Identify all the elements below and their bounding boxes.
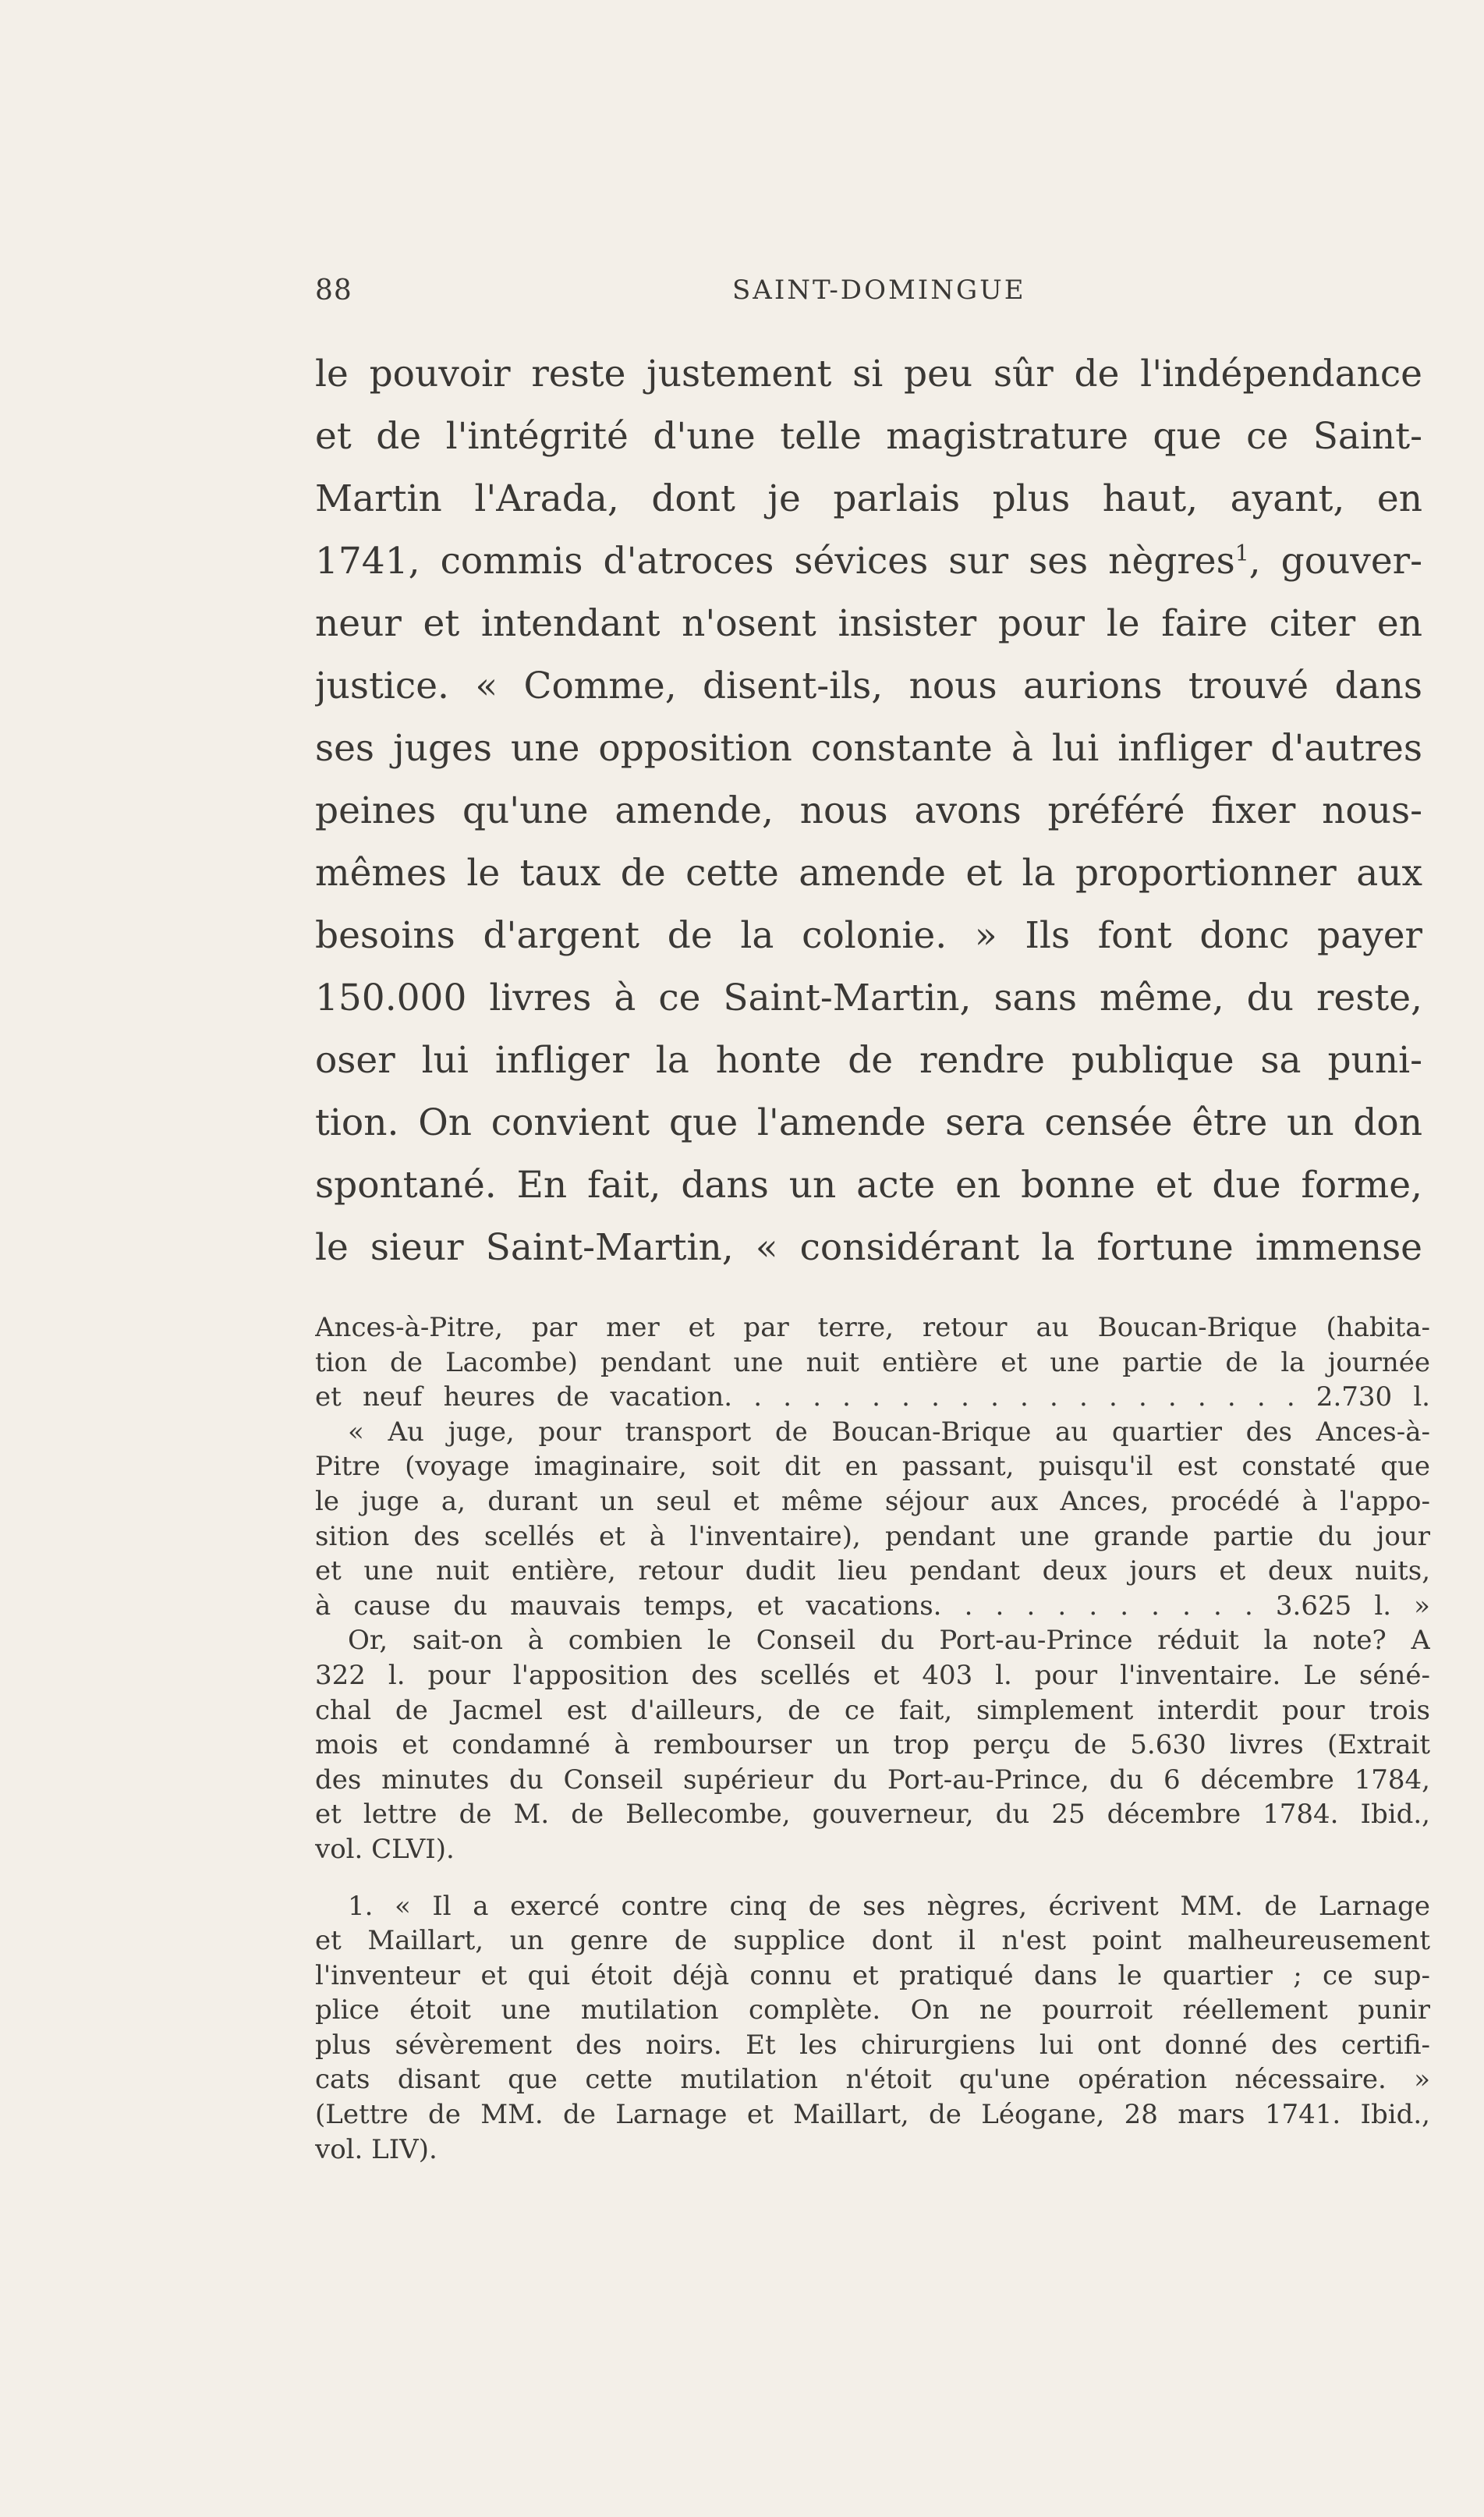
note-line: sition des scellés et à l'inventaire), pendant une grande partie du jour xyxy=(315,1520,1430,1552)
text-line: peines qu'une amende, nous avons préféré fixer nous- xyxy=(315,789,1422,832)
note-separator xyxy=(315,1867,1430,1889)
note-line: mois et condamné à rembourser un trop perçu de 5.630 livres (Extrait xyxy=(315,1729,1430,1761)
text-line: ses juges une opposition constante à lui infliger d'autres xyxy=(315,727,1422,770)
note-line: et lettre de M. de Bellecombe, gouverneur, du 25 décembre 1784. Ibid., xyxy=(315,1799,1430,1831)
note-line: vol. CLVI). xyxy=(315,1833,455,1865)
footnote-reference: 1 xyxy=(1234,540,1249,566)
note-line: 1. « Il a exercé contre cinq de ses nègres, écrivent MM. de Larnage xyxy=(348,1890,1430,1922)
footnote-continuation xyxy=(315,1310,1430,1867)
running-title: SAINT-DOMINGUE xyxy=(732,275,1026,306)
note-line: 322 l. pour l'apposition des scellés et 403 l. pour l'inventaire. Le séné- xyxy=(315,1659,1430,1691)
text-line: le sieur Saint-Martin, « considérant la fortune immense xyxy=(315,1226,1422,1269)
note-line: le juge a, durant un seul et même séjour aux Ances, procédé à l'appo- xyxy=(315,1485,1430,1517)
main-text xyxy=(315,343,1422,1279)
text-line xyxy=(315,530,1422,593)
note-line: plus sévèrement des noirs. Et les chirurgiens lui ont donné des certifi- xyxy=(315,2029,1430,2061)
text-line: le pouvoir reste justement si peu sûr de l'indépendance xyxy=(315,353,1422,395)
text-line: spontané. En fait, dans un acte en bonne et due forme, xyxy=(315,1164,1422,1207)
note-line: à cause du mauvais temps, et vacations. . . . . . . . . . . 3.625 l. » xyxy=(315,1590,1430,1622)
note-line: et neuf heures de vacation. . . . . . . . . . . . . . . . . . . . 2.730 l. xyxy=(315,1381,1430,1413)
text-line: oser lui infliger la honte de rendre publique sa puni- xyxy=(315,1039,1422,1082)
note-line: tion de Lacombe) pendant une nuit entière et une partie de la journée xyxy=(315,1346,1430,1378)
note-line: Pitre (voyage imaginaire, soit dit en passant, puisqu'il est constaté que xyxy=(315,1451,1430,1483)
text-line: 150.000 livres à ce Saint-Martin, sans même, du reste, xyxy=(315,977,1422,1019)
note-line: des minutes du Conseil supérieur du Port-au-Prince, du 6 décembre 1784, xyxy=(315,1764,1430,1796)
note-line: et une nuit entière, retour dudit lieu pendant deux jours et deux nuits, xyxy=(315,1555,1430,1587)
text-line: mêmes le taux de cette amende et la proportionner aux xyxy=(315,852,1422,895)
note-line: Or, sait-on à combien le Conseil du Port-au-Prince réduit la note? A xyxy=(348,1625,1430,1657)
note-line: cats disant que cette mutilation n'étoit qu'une opération nécessaire. » xyxy=(315,2064,1430,2096)
footnotes xyxy=(315,1310,1430,2167)
note-line: chal de Jacmel est d'ailleurs, de ce fait, simplement interdit pour trois xyxy=(315,1694,1430,1726)
text-line: besoins d'argent de la colonie. » Ils font donc payer xyxy=(315,914,1422,957)
note-line: (Lettre de MM. de Larnage et Maillart, de Léogane, 28 mars 1741. Ibid., xyxy=(315,2099,1430,2131)
note-line: plice étoit une mutilation complète. On ne pourroit réellement punir xyxy=(315,1994,1430,2026)
text-line-start: 1741, commis d'atroces sévices sur ses nègres xyxy=(315,540,1235,583)
note-line: l'inventeur et qui étoit déjà connu et pratiqué dans le quartier ; ce sup- xyxy=(315,1959,1430,1991)
footnote-1 xyxy=(315,1889,1430,2168)
text-line-end: , gouver- xyxy=(1248,540,1422,583)
page-number: 88 xyxy=(315,275,352,307)
note-line: vol. LIV). xyxy=(315,2133,437,2165)
note-line: « Au juge, pour transport de Boucan-Brique au quartier des Ances-à- xyxy=(348,1416,1430,1448)
note-line: et Maillart, un genre de supplice dont il n'est point malheureusement xyxy=(315,1925,1430,1957)
text-line: Martin l'Arada, dont je parlais plus haut, ayant, en xyxy=(315,477,1422,520)
text-line: justice. « Comme, disent-ils, nous aurions trouvé dans xyxy=(315,665,1422,707)
text-line: et de l'intégrité d'une telle magistrature que ce Saint- xyxy=(315,415,1422,458)
page-header xyxy=(315,275,1422,314)
text-line: neur et intendant n'osent insister pour le faire citer en xyxy=(315,602,1422,645)
text-line: tion. On convient que l'amende sera censée être un don xyxy=(315,1101,1422,1144)
note-line: Ances-à-Pitre, par mer et par terre, retour au Boucan-Brique (habita- xyxy=(315,1312,1430,1343)
